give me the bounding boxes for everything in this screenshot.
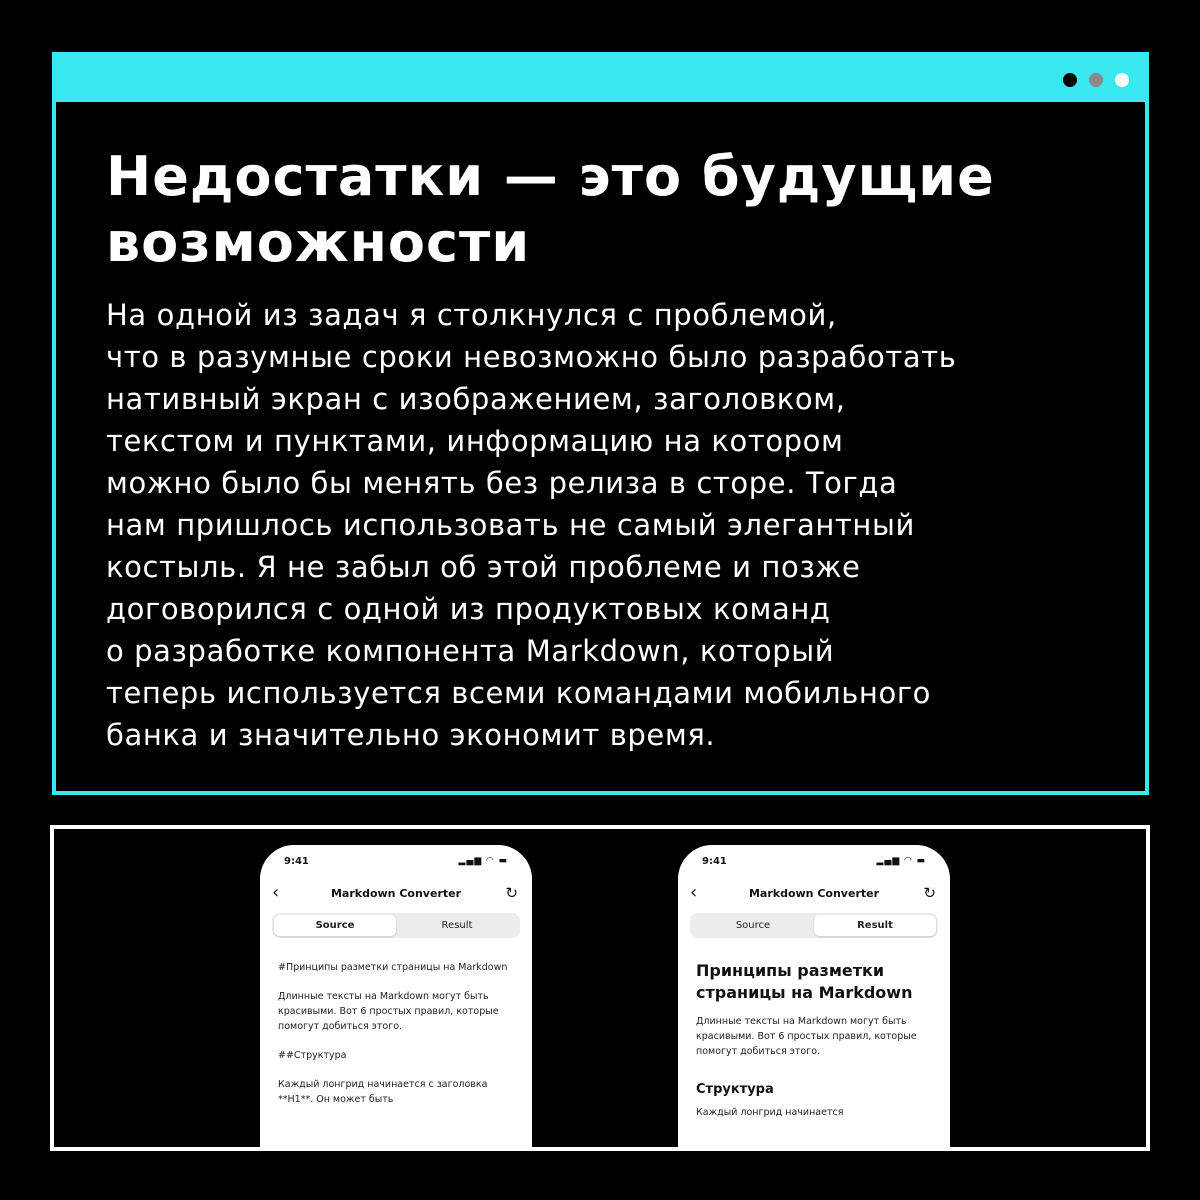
result-heading-2: Структура — [696, 1082, 774, 1097]
phone-result-screen — [678, 845, 950, 1151]
tab-source[interactable]: Source — [735, 920, 771, 931]
body-line: нам пришлось использовать не самый элегантный — [106, 508, 915, 542]
window-dot-black — [1063, 73, 1077, 87]
body-line: костыль. Я не забыл об этой проблеме и позже — [106, 550, 861, 584]
body-line: банка и значительно экономит время. — [106, 718, 716, 752]
segmented-control — [272, 913, 520, 938]
nav-bar — [260, 881, 532, 907]
nav-title: Markdown Converter — [748, 887, 880, 900]
body-line: нативный экран с изображением, заголовком, — [106, 382, 846, 416]
signal-wifi-battery-icon: ▂▄▆ ◠ ▬ — [876, 856, 926, 866]
tab-source[interactable]: Source — [274, 915, 396, 936]
source-content — [278, 960, 518, 1121]
card-title — [106, 144, 1106, 276]
source-line: #Принципы разметки страницы на Markdown — [278, 962, 508, 973]
body-line: текстом и пунктами, информацию на котором — [106, 424, 844, 458]
nav-bar — [678, 881, 950, 907]
result-paragraph: Каждый лонгрид начинается — [696, 1107, 844, 1118]
result-content — [696, 960, 936, 1134]
window-dot-white — [1115, 73, 1129, 87]
chevron-left-icon[interactable]: ‹ — [690, 882, 698, 903]
source-line: ##Структура — [278, 1050, 347, 1061]
chevron-left-icon[interactable]: ‹ — [272, 882, 280, 903]
screenshots-panel — [50, 825, 1150, 1151]
nav-title: Markdown Converter — [330, 887, 462, 900]
result-heading-1: Принципы разметки страницы на Markdown — [696, 961, 913, 1002]
phone-source-screen — [260, 845, 532, 1151]
title-line: возможности — [106, 211, 531, 274]
refresh-icon[interactable]: ↻ — [923, 884, 936, 902]
body-line: На одной из задач я столкнулся с проблемой, — [106, 298, 837, 332]
title-line: Недостатки — это будущие — [106, 145, 995, 208]
body-line: что в разумные сроки невозможно было разработать — [106, 340, 957, 374]
body-line: договорился с одной из продуктовых команд — [106, 592, 831, 626]
window-title-bar — [56, 56, 1145, 102]
source-line: Длинные тексты на Markdown могут быть красивыми. Вот 6 простых правил, которые помогут добиться этого. — [278, 991, 499, 1032]
text-card — [52, 52, 1149, 795]
refresh-icon[interactable]: ↻ — [505, 884, 518, 902]
body-line: можно было бы менять без релиза в сторе. Тогда — [106, 466, 898, 500]
result-paragraph: Длинные тексты на Markdown могут быть красивыми. Вот 6 простых правил, которые помогут добиться этого. — [696, 1016, 917, 1057]
tab-result[interactable]: Result — [814, 915, 936, 936]
card-body — [106, 294, 1116, 756]
status-time: 9:41 — [702, 856, 727, 867]
body-line: теперь используется всеми командами мобильного — [106, 676, 932, 710]
body-line: о разработке компонента Markdown, который — [106, 634, 835, 668]
signal-wifi-battery-icon: ▂▄▆ ◠ ▬ — [458, 856, 508, 866]
source-line: Каждый лонгрид начинается с заголовка **H1**. Он может быть — [278, 1079, 488, 1105]
status-bar — [284, 856, 508, 870]
status-time: 9:41 — [284, 856, 309, 867]
segmented-control — [690, 913, 938, 938]
status-bar — [702, 856, 926, 870]
window-dot-gray — [1089, 73, 1103, 87]
tab-result[interactable]: Result — [441, 920, 473, 931]
